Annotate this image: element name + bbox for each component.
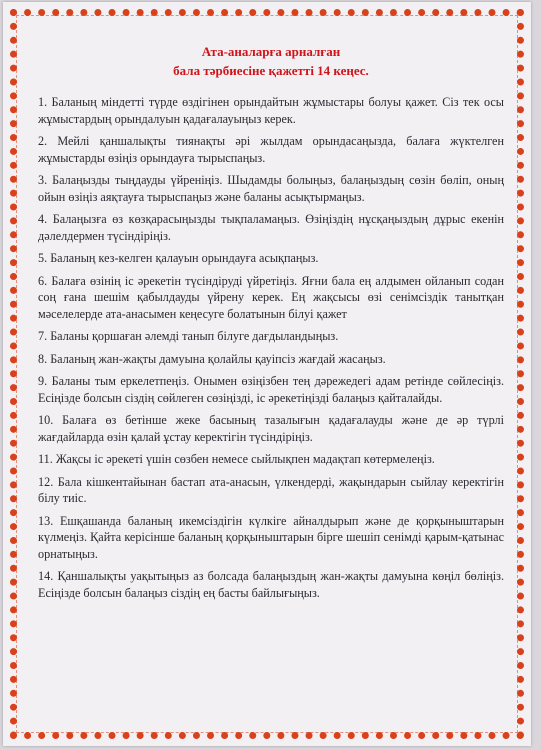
- advice-item-13: 13. Ешқашанда баланың икемсіздігін күлкіге айналдырып және де қорқыныштарын күлмеңіз. Қайта керісінше баланың қорқыныштарын бірге шешіп сенімді қарым-қатынас орнатыңыз.: [38, 513, 504, 561]
- advice-item-2: 2. Мейлі қаншалықты тиянақты әрі жылдам орындасаңызда, балаға жүктелген жұмыстарды өзіңіз орындауға тырыспаңыз.: [38, 134, 504, 165]
- advice-item-10: 10. Балаға өз бетінше жеке басының тазалығын қадағалауды және де әр түрлі жағдайларда өзін қалай ұстау керектігін түсіндіріңіз.: [38, 413, 504, 444]
- advice-item-3: 3. Балаңызды тыңдауды үйреніңіз. Шыдамды болыңыз, балаңыздың сөзін бөліп, оның ойын өзіңіз аяқтауға тырыспаңыз және баланы асықтырмаңыз.: [38, 173, 504, 204]
- advice-item-8: 8. Баланың жан-жақты дамуына қолайлы қауіпсіз жағдай жасаңыз.: [38, 351, 386, 366]
- advice-item-4: 4. Балаңызға өз көзқарасыңызды тықпаламаңыз. Өзіңіздің нұсқаңыздың дұрыс екенін дәлелдермен түсіндіріңіз.: [38, 212, 504, 243]
- advice-item-11: 11. Жақсы іс әрекеті үшін сөзбен немесе сыйлықпен мадақтап көтермелеңіз.: [38, 452, 435, 466]
- poster-content: [38, 42, 504, 607]
- advice-item-1: 1. Баланың міндетті түрде өздігінен орындайтын жұмыстары болуы қажет. Сіз тек осы жұмыстардың орындалуын қадағалауыңыз керек.: [38, 95, 504, 126]
- advice-item-6: 6. Балаға өзінің іс әрекетін түсіндіруді үйретіңіз. Яғни бала ең алдымен ойланып содан соң ғана шешім қабылдауды үйрену керек. Ең жақсысы өзі сенімсіздік танытқан мәселелерде ата-анасымен кеңесуге болатынын білуі қажет: [38, 273, 504, 321]
- advice-item-12: 12. Бала кішкентайынан бастап ата-анасын, үлкендерді, жақындарын сыйлау керектігін білу тиіс.: [38, 474, 504, 505]
- title-line-2: бала тәрбиесіне қажетті 14 кеңес.: [173, 63, 369, 78]
- advice-item-5: 5. Баланың кез-келген қалауын орындауға асықпаңыз.: [38, 251, 319, 265]
- advice-item-7: 7. Баланы қоршаған әлемді танып білуге дағдыландыңыз.: [38, 329, 339, 343]
- advice-item-9: 9. Баланы тым еркелетпеңіз. Онымен өзіңізбен тең дәрежедегі адам ретінде сөйлесіңіз. Есіңізде болсын сіздің сөйлеген сөзіңізді, іс әрекетіңізді балаңыз қайталайды.: [38, 374, 504, 405]
- title-line-1: Ата-аналарға арналған: [201, 44, 341, 59]
- poster-title: [38, 42, 504, 80]
- poster-sheet: [3, 2, 531, 746]
- advice-item-14: 14. Қаншалықты уақытыңыз аз болсада балаңыздың жан-жақты дамуына көңіл бөліңіз. Есіңізде болсын балаңыз сіздің ең басты байлығыңыз.: [38, 569, 504, 600]
